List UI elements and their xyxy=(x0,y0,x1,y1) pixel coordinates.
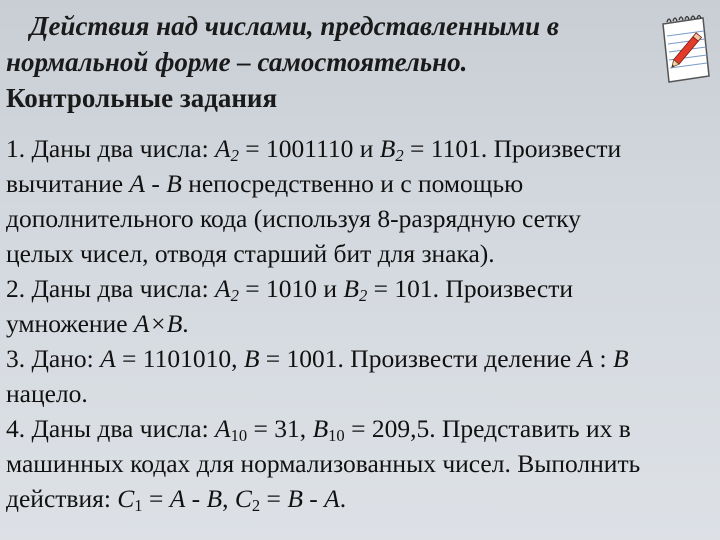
title-line-1: Действия над числами, представленными в xyxy=(30,11,559,41)
subscript: 1 xyxy=(134,496,143,516)
var-a: A xyxy=(129,169,145,198)
var-c: C xyxy=(234,484,252,513)
text: = 1010 и xyxy=(238,274,344,303)
notepad-pencil-icon xyxy=(657,10,713,84)
var-c: C xyxy=(117,484,135,513)
task-1-line-4: целых чисел, отводя старший бит для знака). xyxy=(6,239,495,268)
task-3-line-1 xyxy=(6,341,718,376)
slide-title xyxy=(6,8,656,116)
var-a: A xyxy=(215,274,231,303)
task-4-line-1 xyxy=(6,411,718,446)
var-a: A xyxy=(100,344,116,373)
subscript: 2 xyxy=(251,496,261,516)
text: непосредственно и с помощью xyxy=(181,169,524,198)
task-1-line-1 xyxy=(6,131,718,166)
var-b: B xyxy=(379,134,396,163)
title-line-2: нормальной форме – самостоятельно. xyxy=(6,47,468,77)
text: = xyxy=(260,484,288,513)
subscript: 10 xyxy=(328,426,345,446)
task-4-line-3 xyxy=(6,481,718,516)
text: 2. Даны два числа: xyxy=(6,274,216,303)
var-b: B xyxy=(166,169,182,198)
var-a: A xyxy=(169,484,186,513)
var-b: B xyxy=(613,344,629,373)
subscript: 2 xyxy=(230,286,239,306)
task-1-line-3: дополнительного кода (используя 8-разрядную сетку xyxy=(6,204,581,233)
var-b: B xyxy=(243,344,260,373)
task-1-line-2 xyxy=(6,166,718,201)
text: - xyxy=(144,169,167,198)
subscript: 2 xyxy=(359,286,368,306)
var-b: B xyxy=(206,484,223,513)
text: , xyxy=(222,484,235,513)
text: - xyxy=(302,484,325,513)
var-b: B xyxy=(287,484,303,513)
text: . xyxy=(182,309,189,338)
task-2-line-1 xyxy=(6,271,718,306)
text: . xyxy=(339,484,347,513)
text: - xyxy=(185,484,207,513)
title-line-3: Контрольные задания xyxy=(6,83,278,113)
text: = 1001. Произвести деление xyxy=(259,344,578,373)
var-b: B xyxy=(343,274,359,303)
task-list xyxy=(6,131,718,516)
subscript: 2 xyxy=(395,146,404,166)
text: = xyxy=(142,484,170,513)
text: = 31, xyxy=(247,414,313,443)
text: 3. Дано: xyxy=(6,344,101,373)
task-4-line-2: машинных кодах для нормализованных чисел. Выполнить xyxy=(6,449,641,478)
task-3-line-2: нацело. xyxy=(6,379,88,408)
text: = 209,5. Представить их в xyxy=(344,414,631,443)
text: = 1001110 и xyxy=(238,134,380,163)
text: 1. Даны два числа: xyxy=(6,134,216,163)
subscript: 2 xyxy=(230,146,239,166)
expression: A×B xyxy=(133,309,183,338)
var-a: A xyxy=(577,344,594,373)
text: = 1101. Произвести xyxy=(403,134,622,163)
text: действия: xyxy=(6,484,118,513)
text: 4. Даны два числа: xyxy=(6,414,216,443)
var-a: A xyxy=(324,484,340,513)
text: вычитание xyxy=(6,169,130,198)
text: = 101. Произвести xyxy=(367,274,573,303)
text: = 1101010, xyxy=(115,344,244,373)
text: : xyxy=(593,344,614,373)
text: умножение xyxy=(6,309,134,338)
var-b: B xyxy=(312,414,329,443)
subscript: 10 xyxy=(230,426,248,446)
var-a: A xyxy=(215,414,231,443)
var-a: A xyxy=(215,134,231,163)
task-2-line-2 xyxy=(6,306,718,341)
